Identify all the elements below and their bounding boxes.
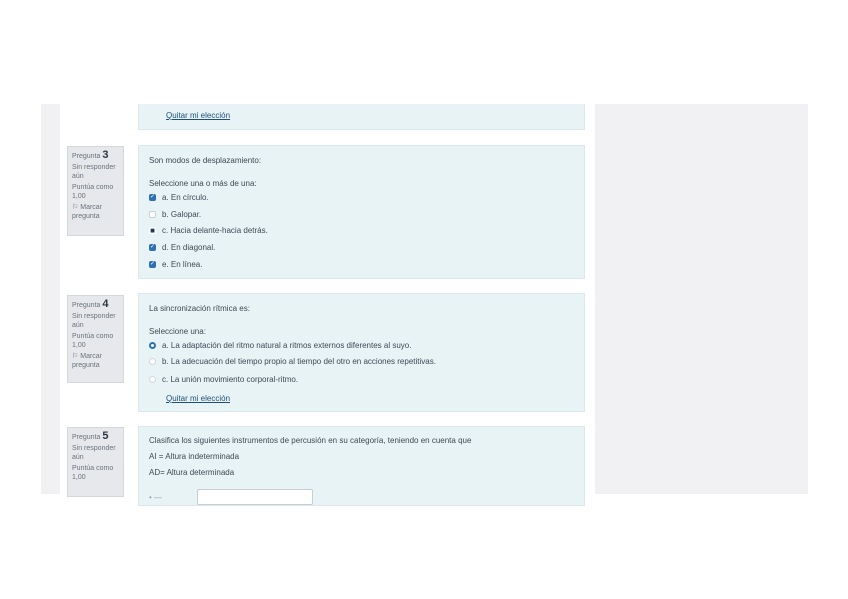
option-c[interactable]: c. La unión movimiento corporal-ritmo. bbox=[149, 375, 298, 384]
quiz-viewport bbox=[41, 104, 808, 502]
question-definition-ai: AI = Altura indeterminada bbox=[149, 452, 240, 461]
question-text: Clasifica los siguientes instrumentos de percusión en su categoría, teniendo en cuenta que bbox=[149, 436, 472, 445]
question-3-info bbox=[67, 146, 124, 236]
question-4-content bbox=[138, 293, 585, 412]
answer-prompt: Seleccione una o más de una: bbox=[149, 179, 257, 188]
answer-row-marker: • — bbox=[149, 493, 163, 502]
question-status: Sin responder aún bbox=[72, 313, 116, 329]
question-number: Pregunta 5 bbox=[72, 430, 109, 442]
radio-unselected-icon[interactable] bbox=[149, 376, 156, 383]
right-sidebar bbox=[595, 104, 808, 494]
clear-choice-link[interactable]: Quitar mi elección bbox=[166, 394, 231, 403]
option-e[interactable]: ✓ e. En línea. bbox=[149, 260, 203, 269]
question-3-content bbox=[138, 145, 585, 279]
checkbox-checked-icon[interactable]: ✓ bbox=[149, 194, 156, 200]
option-b[interactable]: b. Galopar. bbox=[149, 210, 201, 219]
question-number: Pregunta 4 bbox=[72, 298, 109, 310]
flag-question-link[interactable]: ⚐ Marcar pregunta bbox=[72, 204, 103, 220]
question-status: Sin responder aún bbox=[72, 445, 116, 461]
question-5-content bbox=[138, 426, 585, 506]
flag-question-link[interactable]: ⚐ Marcar pregunta bbox=[72, 353, 103, 369]
flag-icon: ⚐ bbox=[72, 353, 79, 360]
checkbox-partial-icon[interactable]: ■ bbox=[150, 226, 155, 235]
flag-icon: ⚐ bbox=[72, 204, 79, 211]
clear-choice-link[interactable]: Quitar mi elección bbox=[166, 111, 231, 120]
option-a[interactable]: ✓ a. En círculo. bbox=[149, 193, 209, 202]
question-5-info bbox=[67, 427, 124, 497]
checkbox-checked-icon[interactable]: ✓ bbox=[149, 244, 156, 250]
question-definition-ad: AD= Altura determinada bbox=[149, 468, 235, 477]
option-d[interactable]: ✓ d. En diagonal. bbox=[149, 243, 216, 252]
radio-selected-icon[interactable] bbox=[149, 342, 156, 349]
question-text: Son modos de desplazamiento: bbox=[149, 156, 262, 165]
question-number: Pregunta 3 bbox=[72, 149, 109, 161]
answer-prompt: Seleccione una: bbox=[149, 327, 206, 336]
option-b[interactable]: b. La adecuación del tiempo propio al tiempo del otro en acciones repetitivas. bbox=[149, 357, 436, 366]
left-gutter bbox=[41, 104, 60, 494]
option-a[interactable]: a. La adaptación del ritmo natural a ritmos externos diferentes al suyo. bbox=[149, 341, 411, 350]
checkbox-checked-icon[interactable]: ✓ bbox=[149, 261, 156, 267]
question-text: La sincronización rítmica es: bbox=[149, 304, 250, 313]
question-2-tail bbox=[138, 104, 585, 130]
question-4-info bbox=[67, 295, 124, 383]
radio-unselected-icon[interactable] bbox=[149, 358, 156, 365]
question-status: Sin responder aún bbox=[72, 164, 116, 180]
question-score: Puntúa como 1,00 bbox=[72, 333, 114, 349]
category-select[interactable] bbox=[197, 489, 313, 505]
question-score: Puntúa como 1,00 bbox=[72, 465, 114, 481]
question-score: Puntúa como 1,00 bbox=[72, 184, 114, 200]
main-column bbox=[41, 104, 595, 502]
option-c[interactable]: ■ c. Hacia delante-hacia detrás. bbox=[150, 226, 268, 235]
checkbox-unchecked-icon[interactable] bbox=[149, 211, 156, 218]
